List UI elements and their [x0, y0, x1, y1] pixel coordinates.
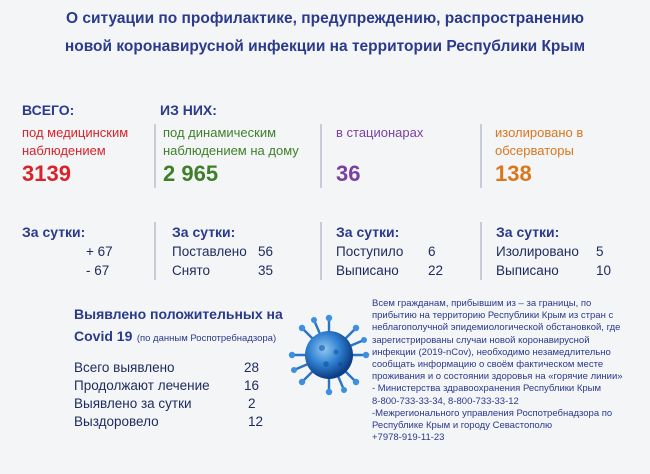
- category-value-hospitals: 36: [336, 161, 361, 186]
- positive-row-label: Выздоровело: [74, 414, 159, 429]
- of-them-header: ИЗ НИХ:: [160, 102, 217, 118]
- positive-heading: Выявлено положительных на: [74, 306, 283, 322]
- positive-row-label: Продолжают лечение: [74, 378, 210, 393]
- divider: [154, 222, 156, 280]
- page-title-line1: О ситуации по профилактике, предупреждению, распространению: [65, 10, 585, 27]
- notice-line: проживания и о состоянии здоровья на «горячие линии»: [372, 371, 623, 383]
- covid-label: Covid 19: [74, 328, 133, 344]
- notice-line: -Межрегионального управления Роспотребнадзора по: [372, 407, 613, 419]
- positive-row-value: 12: [248, 414, 264, 429]
- positive-subheading: [74, 328, 276, 346]
- daily-minus: - 67: [86, 263, 110, 278]
- positive-row-value: 2: [248, 396, 256, 411]
- category-value-medical: 3139: [22, 161, 71, 186]
- notice-line: инфекции (2019-nCov), необходимо незамедлительно: [372, 346, 611, 358]
- daily-label: За сутки:: [172, 224, 236, 240]
- divider: [154, 124, 156, 188]
- notice-line: сообщать информацию о своём фактическом месте: [372, 359, 604, 371]
- notice-line: Всем гражданам, прибывшим из – за границы, по: [372, 298, 592, 309]
- category-value-isolated: 138: [495, 161, 532, 186]
- category-isolated: [495, 124, 583, 160]
- notice-line: - Министерства здравоохранения Республики Крым: [372, 383, 602, 395]
- positive-row-value: 16: [244, 378, 260, 393]
- positive-row-label: Всего выявлено: [74, 360, 175, 375]
- daily-row-label: Выписано: [336, 263, 399, 278]
- category-label: наблюдением на дому: [163, 143, 299, 158]
- daily-label: За сутки:: [336, 224, 400, 240]
- daily-row-value: 5: [596, 244, 604, 259]
- category-hospitals: [336, 124, 423, 142]
- positive-row-value: 28: [244, 360, 260, 375]
- notice-line: прибытию на территорию Республики Крым из стран с: [372, 310, 614, 322]
- page-title-line2: новой коронавирусной инфекции на территории Республики Крым: [64, 38, 586, 55]
- notice-line: +7978-919-11-23: [372, 432, 445, 444]
- daily-row-label: Поступило: [336, 244, 404, 259]
- daily-row-label: Изолировано: [496, 244, 579, 259]
- daily-label: За сутки:: [22, 224, 86, 240]
- divider: [320, 222, 322, 280]
- notice-line: Республике Крым и городу Севастополю: [372, 420, 553, 432]
- divider: [480, 124, 482, 188]
- daily-row-value: 35: [258, 263, 274, 278]
- category-value-home: 2 965: [163, 161, 219, 186]
- coronavirus-icon: [288, 314, 370, 396]
- daily-plus: + 67: [86, 244, 113, 259]
- divider: [480, 222, 482, 280]
- category-label: под динамическим: [163, 125, 277, 140]
- total-header: ВСЕГО:: [22, 102, 75, 118]
- category-home-observation: [163, 124, 299, 160]
- notice-line: 8-800-733-33-34, 8-800-733-33-12: [372, 395, 519, 407]
- notice-line: зарегистрированы случаи новой коронавирусной: [372, 334, 590, 346]
- category-medical-observation: [22, 124, 128, 160]
- category-label: под медицинским: [22, 125, 129, 140]
- daily-row-label: Снято: [172, 263, 211, 278]
- positive-row-label: Выявлено за сутки: [74, 396, 192, 411]
- category-label: изолировано в: [495, 125, 584, 140]
- category-label: наблюдением: [22, 143, 106, 158]
- source-note: (по данным Роспотребнадзора): [136, 333, 277, 344]
- daily-row-value: 22: [428, 263, 444, 278]
- daily-row-value: 10: [596, 263, 612, 278]
- daily-row-value: 56: [258, 244, 274, 259]
- daily-row-value: 6: [428, 244, 436, 259]
- daily-row-label: Выписано: [496, 263, 559, 278]
- daily-row-label: Поставлено: [172, 244, 247, 259]
- daily-label: За сутки:: [496, 224, 560, 240]
- notice-line: неблагополучной эпидемиологической обстановкой, где: [372, 322, 621, 334]
- notice-text: [372, 298, 644, 444]
- divider: [320, 124, 322, 188]
- category-label: в стационарах: [336, 125, 424, 140]
- category-label: обсерваторы: [495, 143, 574, 158]
